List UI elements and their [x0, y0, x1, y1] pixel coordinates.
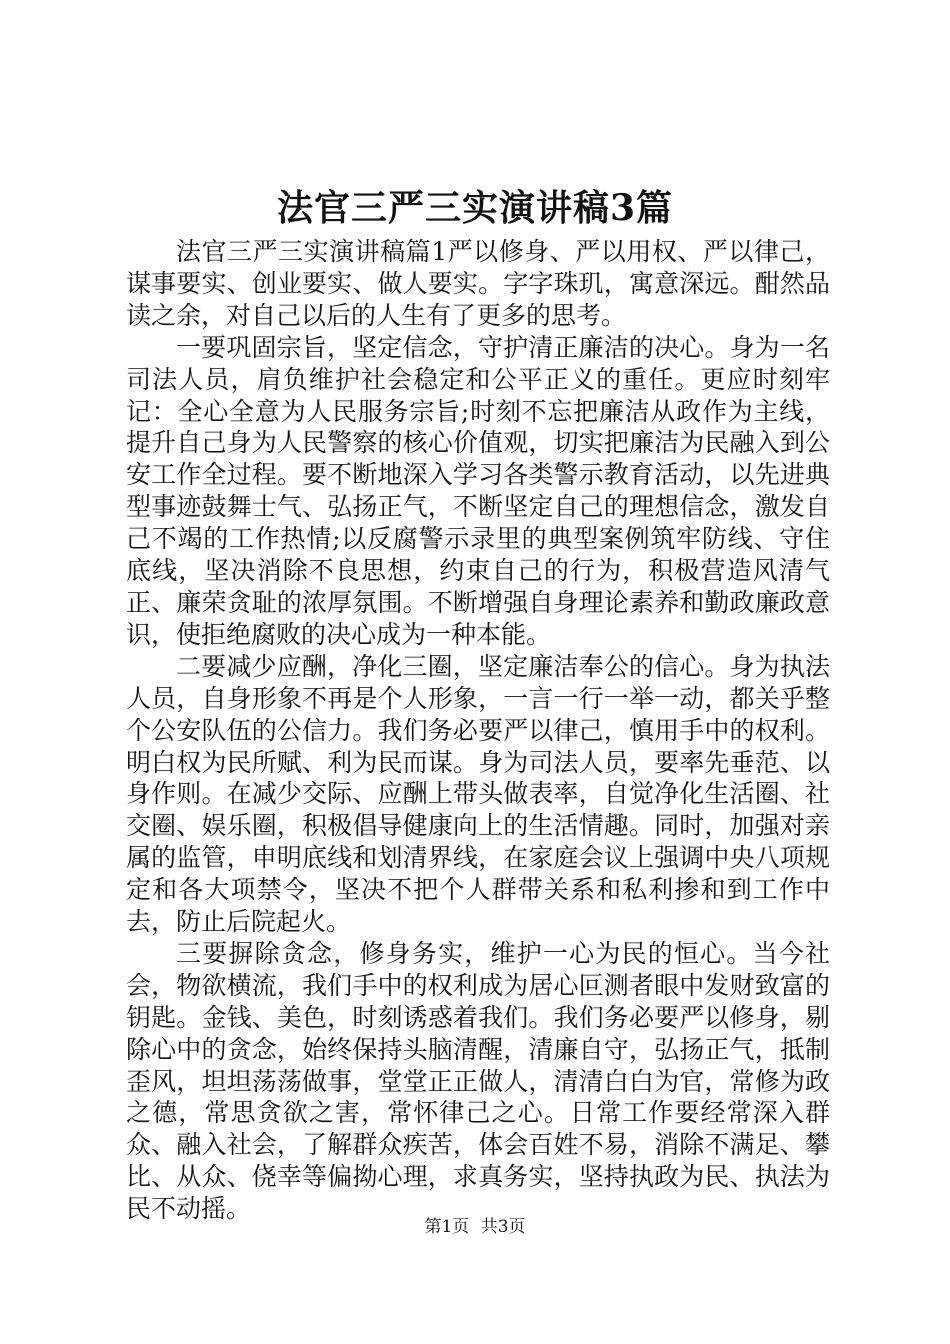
paragraph-2: 一要巩固宗旨，坚定信念，守护清正廉洁的决心。身为一名司法人员，肩负维护社会稳定和公平正义的重任。更应时刻牢记：全心全意为人民服务宗旨;时刻不忘把廉洁从政作为主线，提升自己身为人民警察的核心价值观，切实把廉洁为民融入到公安工作全过程。要不断地深入学习各类警示教育活动，以先进典型事迹鼓舞士气、弘扬正气，不断坚定自己的理想信念，激发自己不竭的工作热情;以反腐警示录里的典型案例筑牢防线、守住底线，坚决消除不良思想，约束自己的行为，积极营造风清气正、廉荣贪耻的浓厚氛围。不断增强自身理论素养和勤政廉政意识，使拒绝腐败的决心成为一种本能。: [126, 332, 830, 649]
document-body: [126, 236, 830, 1225]
paragraph-4: 三要摒除贪念，修身务实，维护一心为民的恒心。当今社会，物欲横流，我们手中的权利成为居心叵测者眼中发财致富的钥匙。金钱、美色，时刻诱惑着我们。我们务必要严以修身，剔除心中的贪念，始终保持头脑清醒，清廉自守，弘扬正气，抵制歪风，坦坦荡荡做事，堂堂正正做人，清清白白为官，常修为政之德，常思贪欲之害，常怀律己之心。日常工作要经常深入群众、融入社会，了解群众疾苦，体会百姓不易，消除不满足、攀比、从众、侥幸等偏拗心理，求真务实，坚持执政为民、执法为民不动摇。: [126, 938, 830, 1224]
document-title: 法官三严三实演讲稿3篇: [276, 187, 674, 229]
paragraph-1: 法官三严三实演讲稿篇1严以修身、严以用权、严以律己，谋事要实、创业要实、做人要实。字字珠玑，寓意深远。酣然品读之余，对自己以后的人生有了更多的思考。: [126, 237, 830, 330]
paragraph-3: 二要减少应酬，净化三圈，坚定廉洁奉公的信心。身为执法人员，自身形象不再是个人形象，一言一行一举一动，都关乎整个公安队伍的公信力。我们务必要严以律己，慎用手中的权利。明白权为民所赋、利为民而谋。身为司法人员，要率先垂范、以身作则。在减少交际、应酬上带头做表率，自觉净化生活圈、社交圈、娱乐圈，积极倡导健康向上的生活情趣。同时，加强对亲属的监管，申明底线和划清界线，在家庭会议上强调中央八项规定和各大项禁令，坚决不把个人群带关系和私利掺和到工作中去，防止后院起火。: [126, 651, 830, 937]
page-footer: [0, 1215, 950, 1239]
page-number-total: 共3页: [480, 1217, 526, 1237]
page-number-current: 第1页: [424, 1217, 470, 1237]
